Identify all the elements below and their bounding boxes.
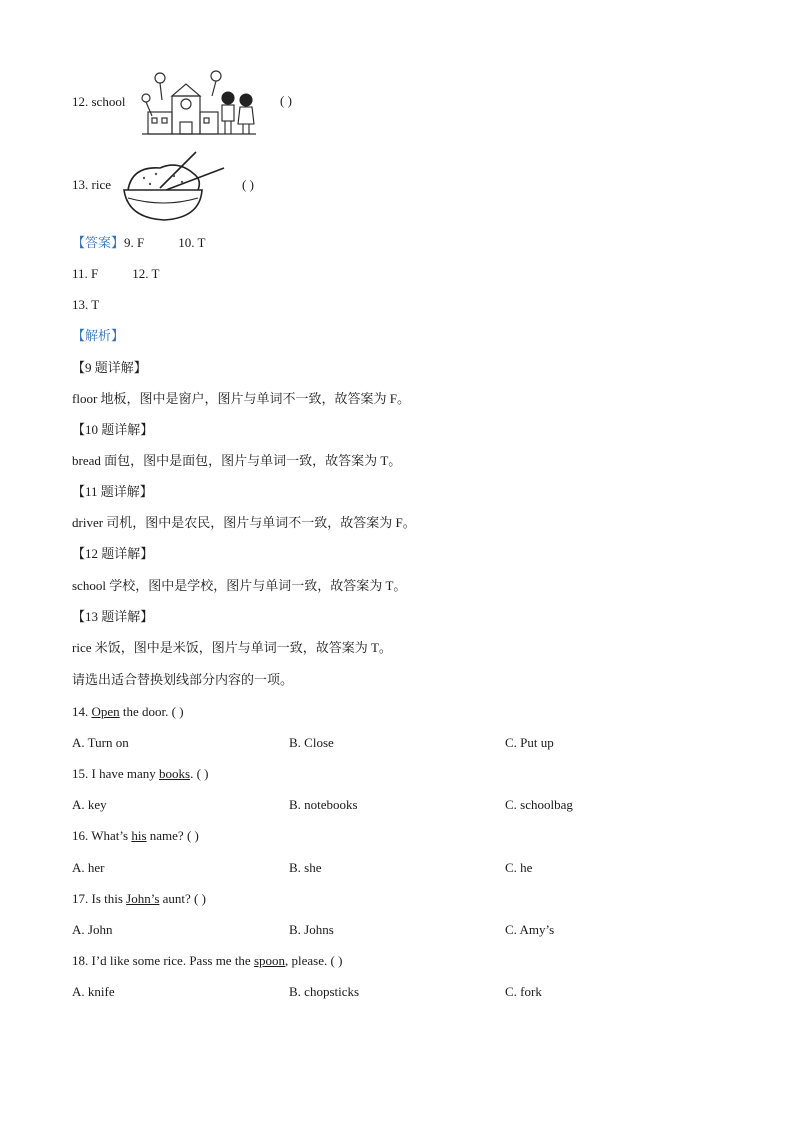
question-16: 16. What’s his name? ( ) xyxy=(72,828,199,843)
option-18-a: A. knife xyxy=(72,984,115,999)
answer-10: 10. T xyxy=(178,235,206,250)
instruction: 请选出适合替换划线部分内容的一项。 xyxy=(72,672,294,687)
analysis-tag: 【解析】 xyxy=(72,328,125,343)
option-17-b: B. Johns xyxy=(289,922,334,937)
underlined-word: his xyxy=(131,828,147,843)
option-14-b: B. Close xyxy=(289,735,334,750)
answer-line-1 xyxy=(72,235,205,251)
option-15-a: A. key xyxy=(72,797,107,812)
answer-13: 13. T xyxy=(72,297,100,312)
analysis-head-10: 【10 题详解】 xyxy=(72,422,154,437)
underlined-word: Open xyxy=(91,704,120,719)
question-15: 15. I have many books. ( ) xyxy=(72,766,209,781)
option-17-a: A. John xyxy=(72,922,113,937)
analysis-body-10: bread 面包，图中是面包，图片与单词一致，故答案为 T。 xyxy=(72,453,402,468)
option-18-c: C. fork xyxy=(505,984,542,999)
answer-11: 11. F xyxy=(72,266,99,281)
option-14-a: A. Turn on xyxy=(72,735,129,750)
analysis-body-9: floor 地板，图中是窗户，图片与单词不一致，故答案为 F。 xyxy=(72,391,411,406)
answer-line-2 xyxy=(72,266,159,282)
analysis-body-11: driver 司机，图中是农民，图片与单词不一致，故答案为 F。 xyxy=(72,515,416,530)
analysis-body-13: rice 米饭，图中是米饭，图片与单词一致，故答案为 T。 xyxy=(72,640,392,655)
option-15-b: B. notebooks xyxy=(289,797,358,812)
analysis-head-13: 【13 题详解】 xyxy=(72,609,154,624)
answer-12: 12. T xyxy=(132,266,160,281)
underlined-word: John’s xyxy=(126,891,160,906)
question-14: 14. Open the door. ( ) xyxy=(72,704,184,719)
option-16-b: B. she xyxy=(289,860,322,875)
answer-9: 9. F xyxy=(124,235,145,250)
item-13-label: 13. rice xyxy=(72,177,111,192)
rice-bowl-chopsticks-picture xyxy=(120,148,230,224)
option-17-c: C. Amy’s xyxy=(505,922,555,937)
underlined-word: books xyxy=(159,766,191,781)
analysis-head-12: 【12 题详解】 xyxy=(72,546,154,561)
question-17: 17. Is this John’s aunt? ( ) xyxy=(72,891,206,906)
item-13-answer-bracket: ( ) xyxy=(242,177,254,192)
analysis-head-9: 【9 题详解】 xyxy=(72,360,147,375)
option-16-c: C. he xyxy=(505,860,533,875)
question-18: 18. I’d like some rice. Pass me the spoon, please. ( ) xyxy=(72,953,343,968)
school-with-children-picture xyxy=(138,68,260,140)
analysis-head-11: 【11 题详解】 xyxy=(72,484,153,499)
option-15-c: C. schoolbag xyxy=(505,797,573,812)
option-16-a: A. her xyxy=(72,860,105,875)
option-14-c: C. Put up xyxy=(505,735,554,750)
option-18-b: B. chopsticks xyxy=(289,984,360,999)
analysis-body-12: school 学校，图中是学校，图片与单词一致，故答案为 T。 xyxy=(72,578,407,593)
answer-tag: 【答案】 xyxy=(72,235,125,250)
item-12-answer-bracket: ( ) xyxy=(280,93,292,108)
underlined-word: spoon xyxy=(253,953,286,968)
item-12-label: 12. school xyxy=(72,94,126,109)
